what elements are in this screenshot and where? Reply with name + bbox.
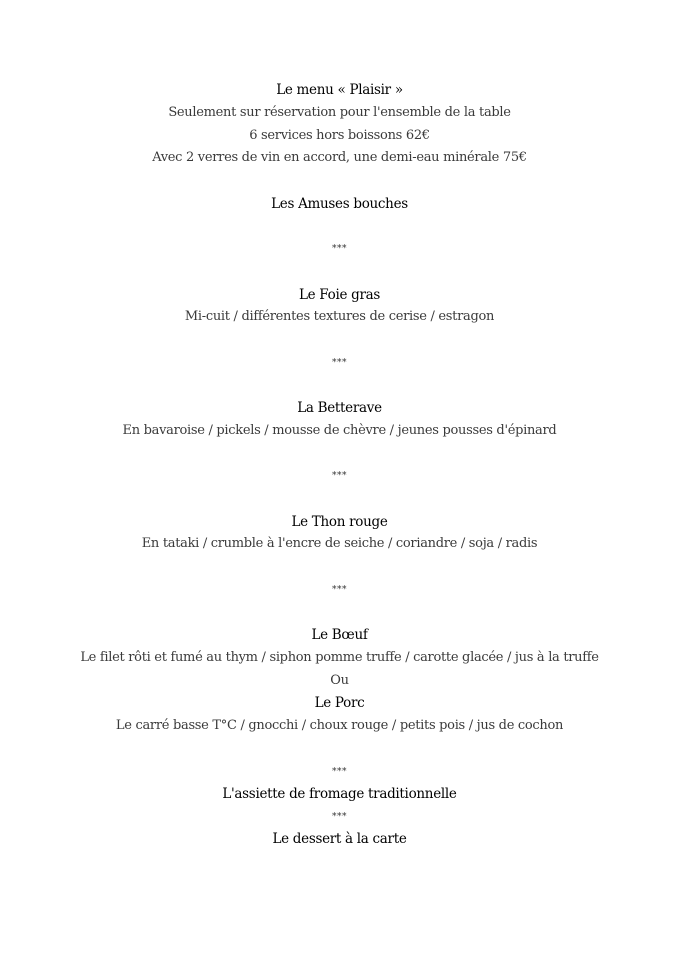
separator: *** [332, 358, 347, 368]
course-thon-title: Le Thon rouge [291, 514, 388, 530]
course-porc-description: Le carré basse T°C / gnocchi / choux rouge / petits pois / jus de cochon [115, 718, 564, 733]
course-dessert-title: Le dessert à la carte [272, 831, 407, 847]
menu-title: Le menu « Plaisir » [276, 82, 403, 98]
separator: *** [332, 471, 347, 481]
separator: *** [332, 585, 347, 595]
course-fromage-title: L'assiette de fromage traditionnelle [222, 786, 457, 802]
or-label: Ou [330, 673, 349, 688]
course-amuses-title: Les Amuses bouches [271, 196, 408, 212]
separator: *** [332, 244, 347, 254]
separator: *** [332, 812, 347, 822]
course-betterave-title: La Betterave [297, 400, 382, 416]
separator: *** [332, 767, 347, 777]
price-line: 6 services hors boissons 62€ [249, 128, 430, 143]
course-boeuf-description: Le filet rôti et fumé au thym / siphon pomme truffe / carotte glacée / jus à la truffe [80, 650, 599, 665]
course-betterave-description: En bavaroise / pickels / mousse de chèvre / jeunes pousses d'épinard [122, 423, 557, 438]
course-foie-gras-title: Le Foie gras [298, 287, 381, 303]
reservation-note: Seulement sur réservation pour l'ensemble de la table [168, 105, 511, 120]
course-foie-gras-description: Mi-cuit / différentes textures de cerise / estragon [184, 309, 495, 324]
wine-pairing-line: Avec 2 verres de vin en accord, une demi-eau minérale 75€ [152, 150, 527, 165]
course-porc-title: Le Porc [314, 695, 365, 711]
course-boeuf-title: Le Bœuf [311, 627, 368, 643]
course-thon-description: En tataki / crumble à l'encre de seiche / coriandre / soja / radis [141, 536, 538, 551]
